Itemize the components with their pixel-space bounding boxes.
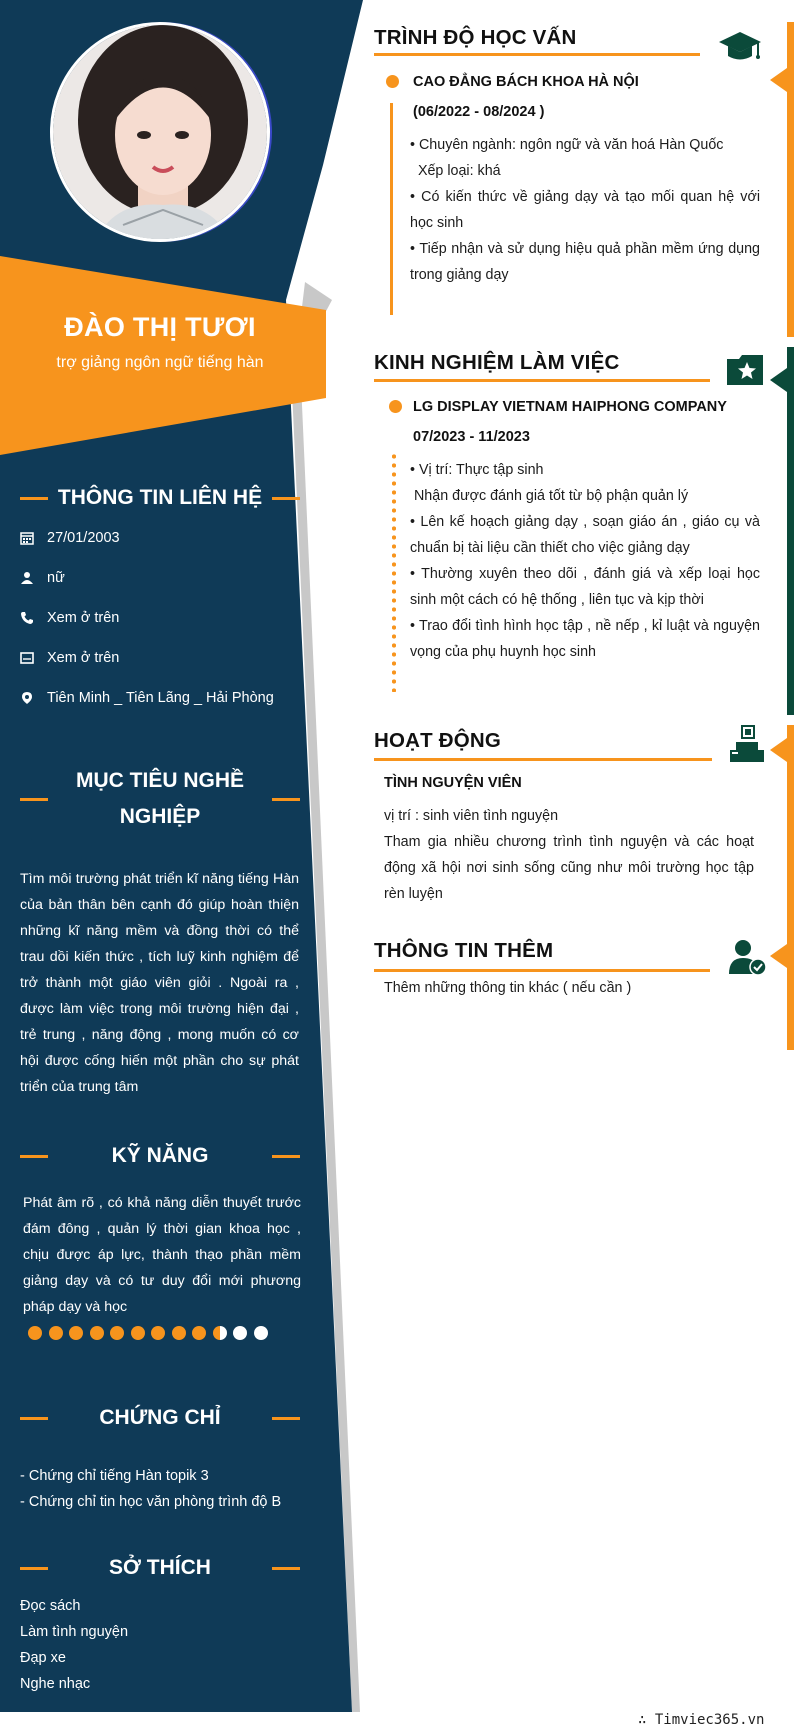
contact-email: Xem ở trên [20,647,300,669]
contact-phone: Xem ở trên [20,607,300,629]
location-icon [20,691,34,705]
objective-heading: MỤC TIÊU NGHỀ NGHIỆP [20,763,300,835]
timeline-dot [386,75,399,88]
skills-heading: KỸ NĂNG [20,1138,300,1174]
education-side-notch [770,68,787,92]
activities-side-bar [787,725,794,1050]
activities-heading: HOẠT ĐỘNG [374,729,502,752]
hobbies-heading: SỞ THÍCH [20,1550,300,1586]
profile-photo [50,22,270,242]
experience-side-bar [787,347,794,715]
extra-text: Thêm những thông tin khác ( nếu cần ) [384,980,632,996]
experience-line: • Thường xuyên theo dõi , đánh giá và xếp loại học sinh một cách có hệ thống , liên tục và kịp thời [410,566,760,608]
briefcase-star-icon [725,353,765,387]
extra-heading: THÔNG TIN THÊM [374,939,554,962]
certificates-heading: CHỨNG CHỈ [20,1400,300,1436]
calendar-icon [20,531,34,545]
heading-underline [374,758,712,761]
education-line: Xếp loại: khá [410,163,501,179]
education-side-bar [787,22,794,337]
skill-rating-dot [233,1326,247,1340]
education-line: • Chuyên ngành: ngôn ngữ và văn hoá Hàn Quốc [410,137,724,153]
activity-title: TÌNH NGUYỆN VIÊN [384,775,522,791]
timeline-line [390,103,393,315]
education-line: • Có kiến thức về giảng dạy và tạo mối quan hệ với học sinh [410,189,760,231]
certificate-item: - Chứng chỉ tin học văn phòng trình độ B [20,1494,282,1510]
heading-dash [20,497,48,500]
activities-side-notch [770,738,787,762]
person-icon [20,571,34,585]
skill-rating-dot [192,1326,206,1340]
education-line: • Tiếp nhận và sử dụng hiệu quả phần mềm ứng dụng trong giảng dạy [410,241,760,283]
timeline-dot [389,400,402,413]
skill-rating-dot [151,1326,165,1340]
experience-line: • Lên kế hoạch giảng dạy , soạn giáo án , giáo cụ và chuẩn bị tài liệu cần thiết cho việc giảng dạy [410,514,760,556]
heading-dash [272,497,300,500]
skill-rating-dot [28,1326,42,1340]
contact-address: Tiên Minh _ Tiên Lãng _ Hải Phòng [20,687,300,709]
experience-company: LG DISPLAY VIETNAM HAIPHONG COMPANY [413,399,727,415]
education-school: CAO ĐẲNG BÁCH KHOA HÀ NỘI [413,74,639,90]
skill-rating-dot [131,1326,145,1340]
heading-underline [374,969,710,972]
education-period: (06/2022 - 08/2024 ) [413,104,545,120]
skill-rating-dot [90,1326,104,1340]
timeline-dotted-line [392,452,396,692]
experience-line: • Trao đổi tình hình học tập , nề nếp , kỉ luật và nguyện vọng của phụ huynh học sinh [410,618,760,660]
heading-dash [272,798,300,801]
user-check-icon [728,938,768,976]
certificate-item: - Chứng chỉ tiếng Hàn topik 3 [20,1468,209,1484]
heading-dash [20,1155,48,1158]
heading-dash [272,1417,300,1420]
skill-rating-dot [69,1326,83,1340]
podium-icon [728,724,766,764]
heading-dash [20,798,48,801]
skill-rating-dot [254,1326,268,1340]
heading-dash [272,1155,300,1158]
heading-dash [20,1417,48,1420]
experience-heading: KINH NGHIỆM LÀM VIỆC [374,351,620,374]
hobby-item: Đạp xe [20,1650,66,1666]
skill-rating-dot [110,1326,124,1340]
hobby-item: Nghe nhạc [20,1676,91,1692]
hobby-item: Làm tình nguyện [20,1624,129,1640]
graduation-cap-icon [718,30,762,64]
extra-side-notch [770,944,787,968]
activity-text: Tham gia nhiều chương trình tình nguyện và các hoạt động xã hội nơi sinh sống cũng như môi trường học tập rèn luyện [384,834,754,902]
skill-rating-dot [49,1326,63,1340]
candidate-role: trợ giảng ngôn ngữ tiếng hàn [56,354,264,371]
skill-rating-dot [213,1326,227,1340]
education-heading: TRÌNH ĐỘ HỌC VẤN [374,26,577,49]
skill-rating-dot [172,1326,186,1340]
experience-period: 07/2023 - 11/2023 [413,429,530,445]
skill-rating [28,1326,268,1340]
objective-text: Tìm môi trường phát triển kĩ năng tiếng Hàn của bản thân bên cạnh đó giúp hoàn thiện những kĩ năng mềm và đồng thời có thể trau dồi kiến thức , tích luỹ kinh nghiệm để trở thành một giáo viên giỏi . Ngoài ra , được làm việc trong môi trường hiện đại , trẻ trung , năng động , mong muốn có cơ hội được cống hiến một phần cho sự phát triển của trung tâm [20,871,299,1095]
heading-dash [20,1567,48,1570]
heading-underline [374,53,700,56]
hobby-item: Đọc sách [20,1598,81,1614]
activity-position: vị trí : sinh viên tình nguyện [384,808,559,824]
watermark: ∴ Timviec365.vn [638,1712,765,1728]
email-icon [20,651,34,665]
experience-line: Nhận được đánh giá tốt từ bộ phận quản lý [410,488,689,504]
candidate-name: ĐÀO THỊ TƯƠI [64,312,256,342]
experience-line: • Vị trí: Thực tập sinh [410,462,544,478]
contact-gender: nữ [20,567,300,589]
contact-heading: THÔNG TIN LIÊN HỆ [20,480,300,516]
phone-icon [20,611,34,625]
contact-birthday: 27/01/2003 [20,527,300,549]
experience-side-notch [770,368,787,392]
heading-dash [272,1567,300,1570]
skills-text: Phát âm rõ , có khả năng diễn thuyết trước đám đông , quản lý thời gian khoa học , chịu được áp lực, thành thạo phần mềm giảng dạy và có tư duy đổi mới phương pháp dạy và học [23,1195,301,1315]
heading-underline [374,379,710,382]
